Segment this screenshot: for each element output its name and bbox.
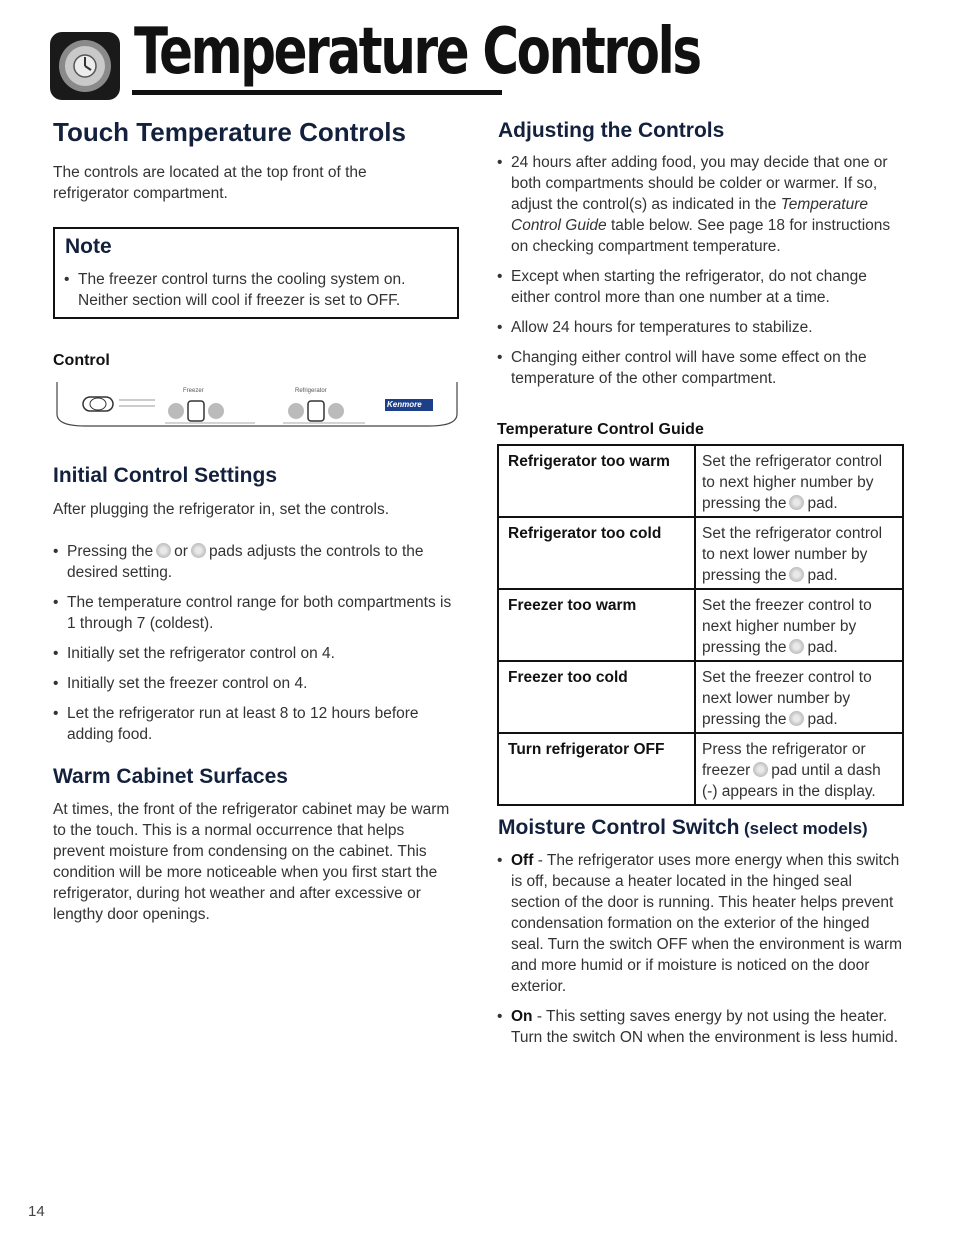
title-underline <box>132 90 502 95</box>
condition-cell: Freezer too cold <box>498 661 695 733</box>
temperature-dial-icon <box>50 32 120 100</box>
list-item: • Except when starting the refrigerator, do not change either control more than one number at a time. <box>497 266 904 308</box>
pad-icon <box>753 762 768 777</box>
page-number: 14 <box>28 1203 45 1220</box>
touch-controls-body: The controls are located at the top front of the refrigerator compartment. <box>53 164 367 202</box>
condition-cell: Turn refrigerator OFF <box>498 733 695 805</box>
action-cell: Set the freezer control to next lower number by pressing the pad. <box>695 661 903 733</box>
table-row <box>498 589 903 661</box>
list-item: • Pressing the or pads adjusts the controls to the desired setting. <box>53 541 453 583</box>
pad-icon <box>789 495 804 510</box>
control-label: Control <box>53 352 110 369</box>
list-item: • 24 hours after adding food, you may decide that one or both compartments should be colder or warmer. If so, adjust the control(s) as indicated in the Temperature Control Guide table below. See page 18 for instructions on checking compartment temperature. <box>497 152 904 257</box>
list-item: • The temperature control range for both compartments is 1 through 7 (coldest). <box>53 592 453 634</box>
list-item: • Changing either control will have some effect on the temperature of the other compartment. <box>497 347 904 389</box>
pad-icon <box>191 543 206 558</box>
note-text: • The freezer control turns the cooling system on. Neither section will cool if freezer is set to OFF. <box>64 269 449 311</box>
refrigerator-panel-label: Refrigerator <box>295 388 327 394</box>
moisture-switch-heading: Moisture Control Switch (select models) <box>498 816 868 839</box>
note-list <box>64 269 449 320</box>
table-row <box>498 733 903 805</box>
list-item: • Allow 24 hours for temperatures to stabilize. <box>497 317 904 338</box>
initial-settings-body: After plugging the refrigerator in, set the controls. <box>53 501 390 518</box>
warm-cabinet-body: At times, the front of the refrigerator cabinet may be warm to the touch. This is a normal occurrence that helps prevent moisture from condensing on the cabinet. This condition will be more noticeable when you first start the refrigerator, during hot weather and after excessive or lengthy door openings. <box>53 801 450 923</box>
table-row <box>498 445 903 517</box>
guide-title: Temperature Control Guide <box>497 421 704 438</box>
temperature-control-guide-table <box>497 444 904 806</box>
note-box <box>53 227 459 319</box>
freezer-panel-label: Freezer <box>183 388 204 394</box>
table-row <box>498 661 903 733</box>
pad-icon <box>156 543 171 558</box>
adjusting-controls-list <box>497 152 904 398</box>
pad-icon <box>789 567 804 582</box>
list-item: • On - This setting saves energy by not using the heater. Turn the switch ON when the environment is less humid. <box>497 1006 904 1048</box>
brand-logo: Kenmore <box>387 400 422 409</box>
moisture-switch-list <box>497 850 904 1057</box>
condition-cell: Refrigerator too warm <box>498 445 695 517</box>
list-item: • Initially set the freezer control on 4. <box>53 673 453 694</box>
list-item: • Let the refrigerator run at least 8 to 12 hours before adding food. <box>53 703 453 745</box>
control-panel-illustration <box>55 380 459 432</box>
pad-icon <box>789 639 804 654</box>
action-cell: Set the refrigerator control to next lower number by pressing the pad. <box>695 517 903 589</box>
initial-settings-list <box>53 541 453 754</box>
action-cell: Press the refrigerator or freezer pad until a dash (-) appears in the display. <box>695 733 903 805</box>
list-item: • Off - The refrigerator uses more energy when this switch is off, because a heater located in the hinged seal section of the door is running. This heater helps prevent condensation formation on the exterior of the hinged seal. Turn the switch OFF when the environment is warm and more humid or if moisture is noticed on the door exterior. <box>497 850 904 997</box>
action-cell: Set the refrigerator control to next higher number by pressing the pad. <box>695 445 903 517</box>
list-item: • Initially set the refrigerator control on 4. <box>53 643 453 664</box>
note-title: Note <box>65 235 112 258</box>
condition-cell: Freezer too warm <box>498 589 695 661</box>
warm-cabinet-heading: Warm Cabinet Surfaces <box>53 765 288 788</box>
initial-settings-heading: Initial Control Settings <box>53 464 277 487</box>
pad-icon <box>789 711 804 726</box>
page-title: Temperature Controls <box>134 15 700 89</box>
action-cell: Set the freezer control to next higher number by pressing the pad. <box>695 589 903 661</box>
condition-cell: Refrigerator too cold <box>498 517 695 589</box>
table-row <box>498 517 903 589</box>
adjusting-controls-heading: Adjusting the Controls <box>498 119 725 142</box>
touch-controls-heading: Touch Temperature Controls <box>53 117 406 147</box>
